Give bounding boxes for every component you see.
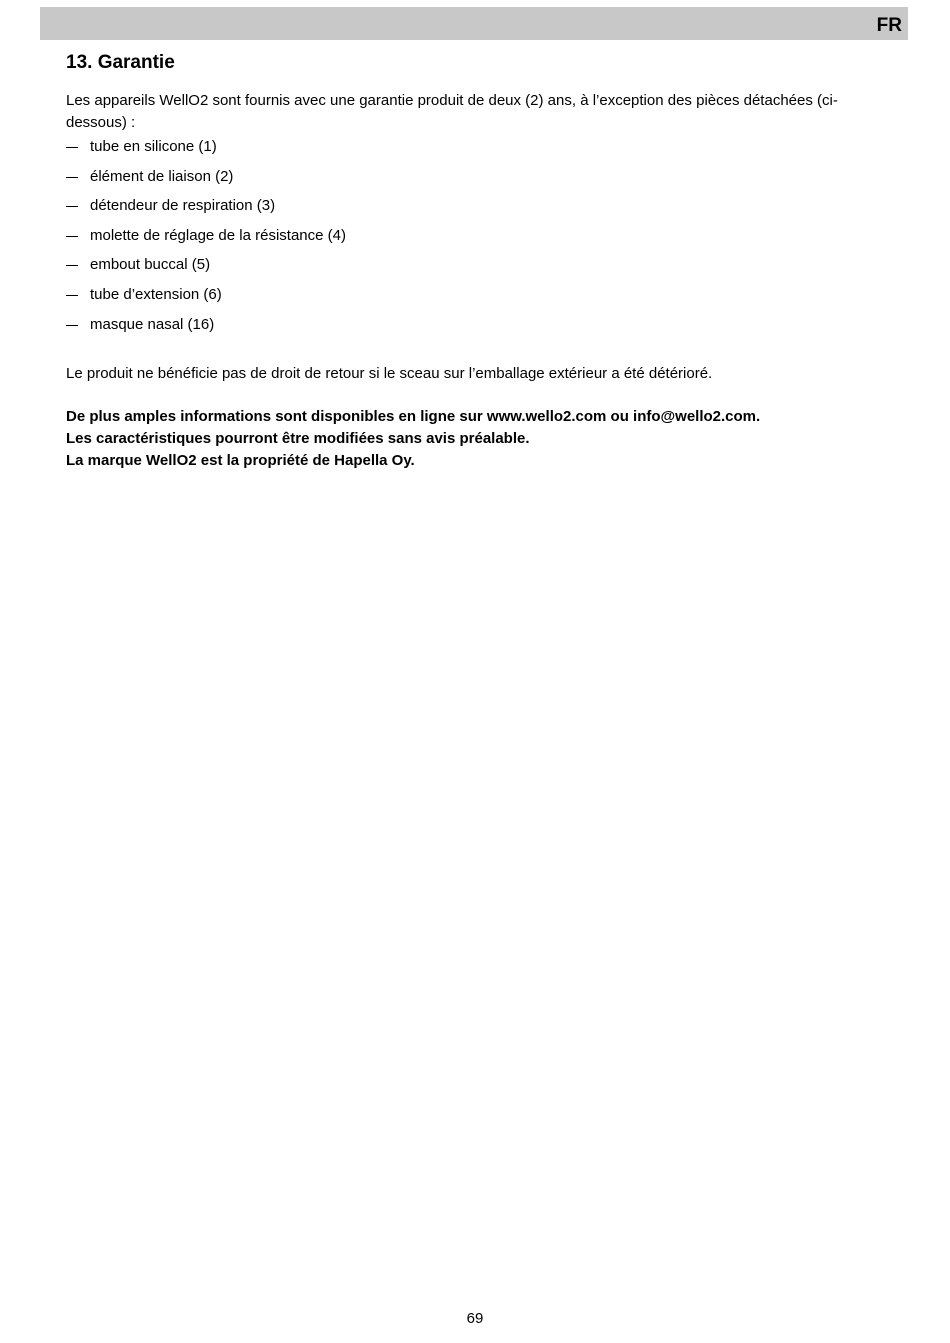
list-item-label: tube en silicone (1) bbox=[90, 138, 217, 155]
language-tag: FR bbox=[876, 15, 902, 36]
list-item bbox=[66, 254, 346, 284]
list-item bbox=[66, 195, 346, 225]
info-line-specs: Les caractéristiques pourront être modifiées sans avis préalable. bbox=[66, 430, 530, 447]
info-notice bbox=[66, 406, 760, 472]
return-policy-note: Le produit ne bénéficie pas de droit de retour si le sceau sur l’emballage extérieur a été détérioré. bbox=[66, 365, 713, 382]
info-line-trademark: La marque WellO2 est la propriété de Hapella Oy. bbox=[66, 452, 415, 469]
section-title: 13. Garantie bbox=[66, 52, 175, 73]
dash-bullet-icon bbox=[66, 295, 78, 296]
list-item-label: tube d’extension (6) bbox=[90, 285, 222, 303]
excluded-parts-list bbox=[66, 136, 346, 343]
list-item bbox=[66, 314, 346, 344]
info-line-website: De plus amples informations sont disponibles en ligne sur www.wello2.com ou info@wello2.com. bbox=[66, 408, 761, 425]
header-bar bbox=[40, 7, 908, 40]
dash-bullet-icon bbox=[66, 206, 78, 207]
list-item bbox=[66, 284, 346, 314]
list-item bbox=[66, 225, 346, 255]
dash-bullet-icon bbox=[66, 265, 78, 266]
list-item-label: molette de réglage de la résistance (4) bbox=[90, 226, 346, 244]
dash-bullet-icon bbox=[66, 325, 78, 326]
page-number: 69 bbox=[466, 1310, 484, 1327]
list-item-label: masque nasal (16) bbox=[90, 315, 215, 333]
list-item bbox=[66, 136, 346, 166]
dash-bullet-icon bbox=[66, 147, 78, 148]
list-item-label: détendeur de respiration (3) bbox=[90, 197, 276, 215]
dash-bullet-icon bbox=[66, 236, 78, 237]
list-item-label: élément de liaison (2) bbox=[90, 167, 234, 185]
list-item bbox=[66, 166, 346, 196]
warranty-intro: Les appareils WellO2 sont fournis avec une garantie produit de deux (2) ans, à l’exception des pièces détachées (ci-dessous) : bbox=[66, 92, 838, 131]
list-item-label: embout buccal (5) bbox=[90, 256, 211, 274]
dash-bullet-icon bbox=[66, 177, 78, 178]
